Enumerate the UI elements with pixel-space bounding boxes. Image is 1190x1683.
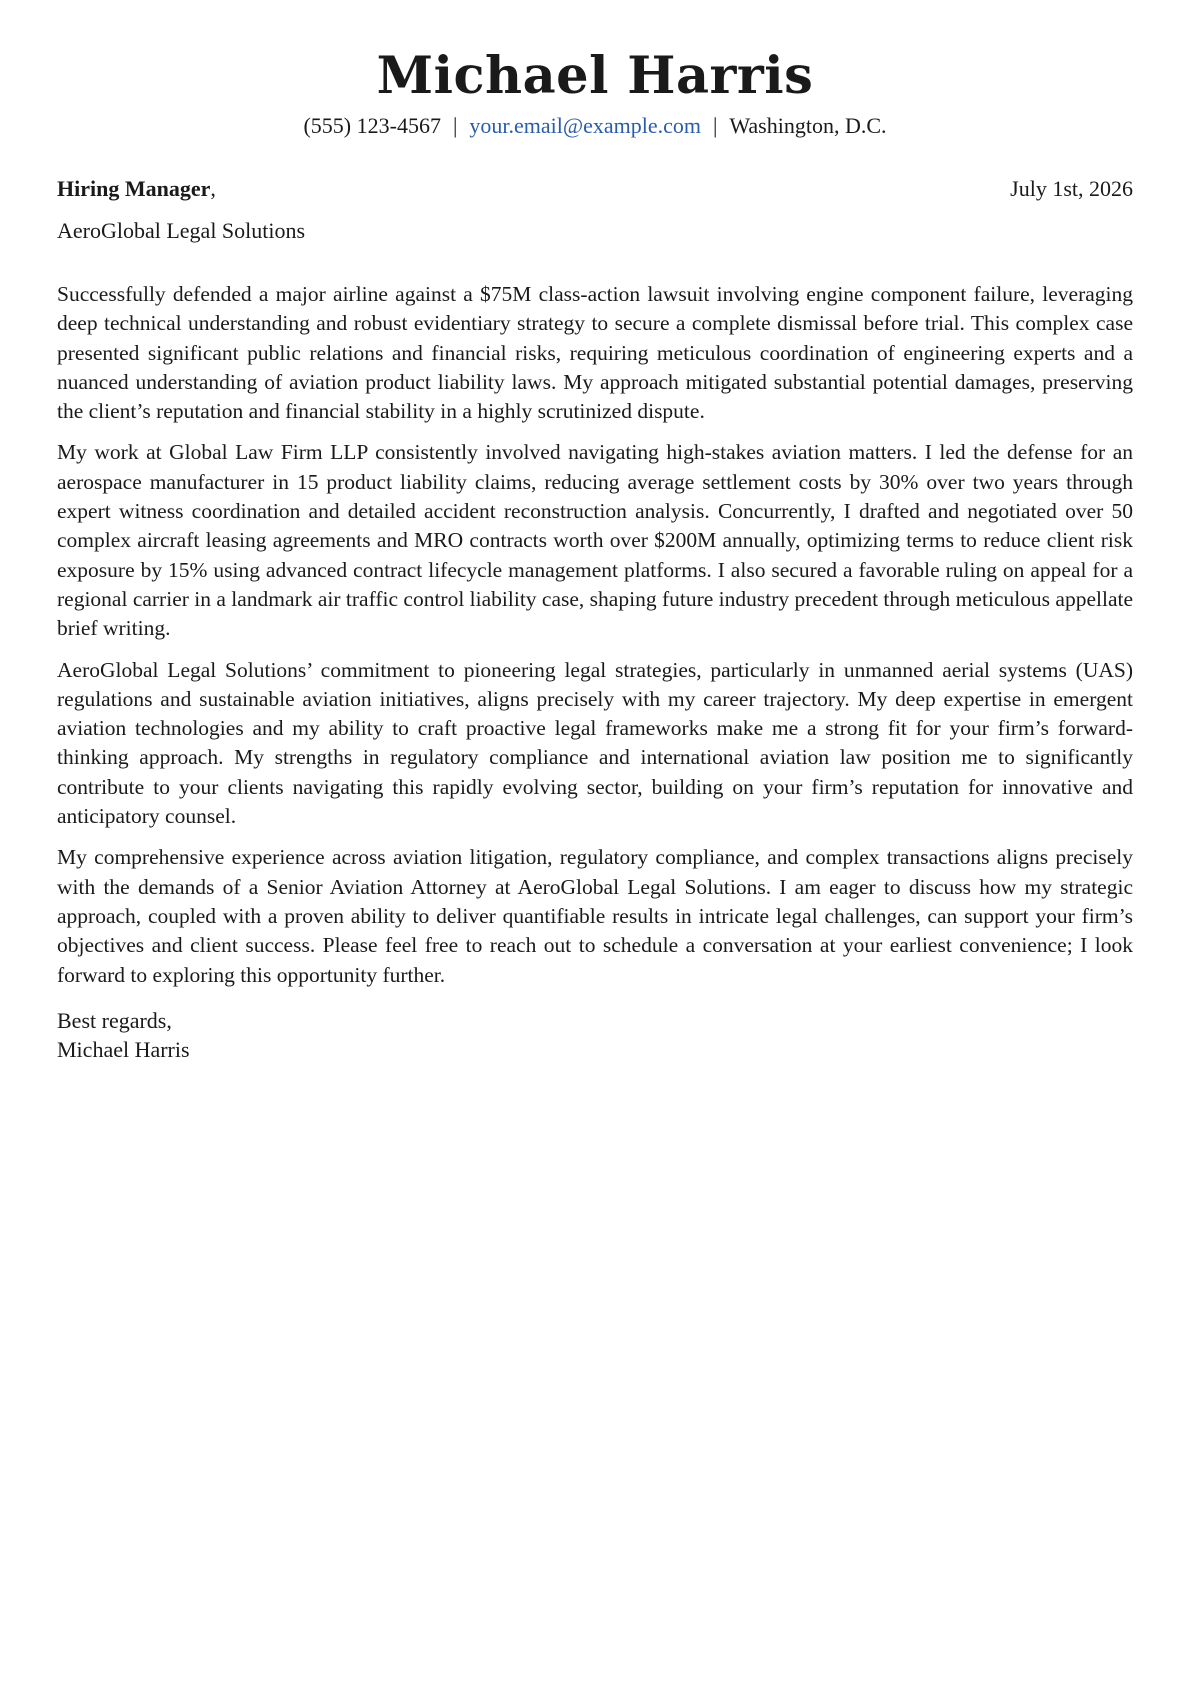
- body-paragraph: AeroGlobal Legal Solutions’ commitment to pioneering legal strategies, particularly in unmanned aerial systems (UAS) regulations and sustainable aviation initiatives, aligns precisely with my career trajectory. My deep expertise in emergent aviation technologies and my ability to craft proactive legal frameworks make me a strong fit for your firm’s forward-thinking approach. My strengths in regulatory compliance and international aviation law position me to significantly contribute to your clients navigating this rapidly evolving sector, building on your firm’s reputation for innovative and anticipatory counsel.: [57, 657, 1133, 829]
- letter-body: [57, 280, 1133, 990]
- closing-block: [57, 1006, 1133, 1064]
- applicant-name: Michael Harris: [376, 46, 814, 106]
- letter-date: July 1st, 2026: [1010, 176, 1133, 201]
- contact-line: [57, 112, 1133, 140]
- recipient-row: [57, 175, 1133, 203]
- recipient-name: Hiring Manager: [57, 176, 211, 201]
- signature-name: Michael Harris: [57, 1036, 190, 1062]
- contact-separator: |: [713, 113, 718, 138]
- body-paragraph: My comprehensive experience across aviation litigation, regulatory compliance, and complex transactions aligns precisely with the demands of a Senior Aviation Attorney at AeroGlobal Legal Solutions. I am eager to discuss how my strategic approach, coupled with a proven ability to deliver quantifiable results in intricate legal challenges, can support your firm’s objectives and client success. Please feel free to reach out to schedule a conversation at your earliest convenience; I look forward to exploring this opportunity further.: [57, 845, 1133, 987]
- closing-salutation: Best regards,: [57, 1007, 172, 1033]
- body-paragraph: Successfully defended a major airline against a $75M class-action lawsuit involving engine component failure, leveraging deep technical understanding and robust evidentiary strategy to secure a complete dismissal before trial. This complex case presented significant public relations and financial risks, requiring meticulous coordination of engineering experts and a nuanced understanding of aviation product liability laws. My approach mitigated substantial potential damages, preserving the client’s reputation and financial stability in a highly scrutinized dispute.: [57, 282, 1133, 424]
- body-paragraph: My work at Global Law Firm LLP consistently involved navigating high-stakes aviation matters. I led the defense for an aerospace manufacturer in 15 product liability claims, reducing average settlement costs by 30% over two years through expert witness coordination and detailed accident reconstruction analysis. Concurrently, I drafted and negotiated over 50 complex aircraft leasing agreements and MRO contracts worth over $200M annually, optimizing terms to reduce client risk exposure by 15% using advanced contract lifecycle management platforms. I also secured a favorable ruling on appeal for a regional carrier in a landmark air traffic control liability case, shaping future industry precedent through meticulous appellate brief writing.: [57, 440, 1133, 641]
- recipient-greeting: [57, 175, 216, 203]
- location: Washington, D.C.: [729, 113, 887, 138]
- phone-number: (555) 123-4567: [303, 113, 441, 138]
- recipient-punct: ,: [210, 176, 216, 201]
- contact-separator: |: [452, 113, 458, 138]
- email-link[interactable]: your.email@example.com: [469, 113, 701, 138]
- recipient-company: AeroGlobal Legal Solutions: [57, 218, 306, 243]
